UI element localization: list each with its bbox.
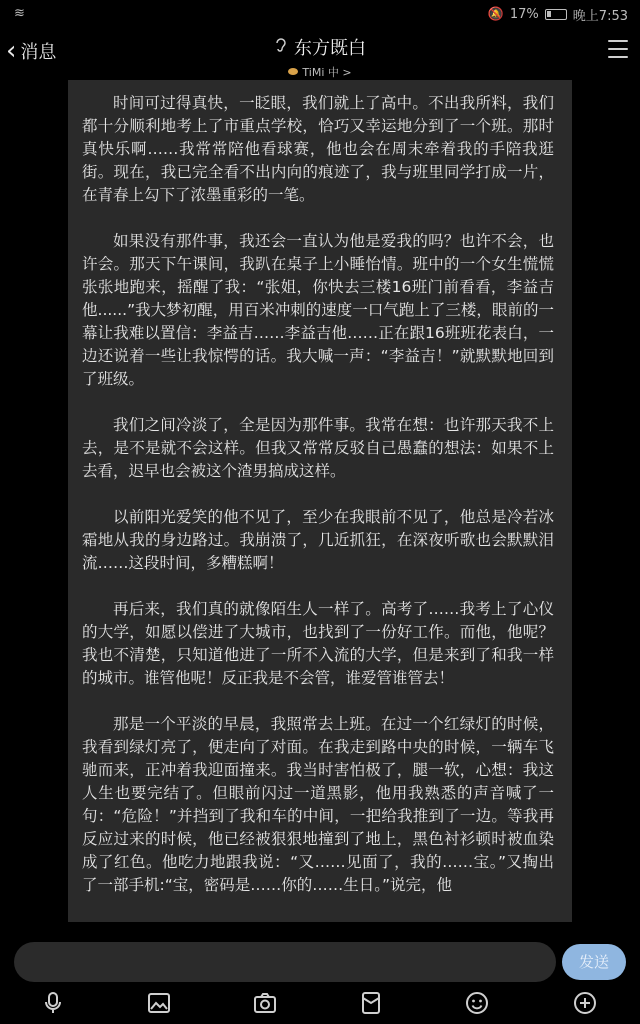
status-right <box>488 5 628 24</box>
emoji-icon[interactable] <box>464 990 494 1020</box>
chat-title-text: 东方既白 <box>294 38 366 59</box>
camera-icon[interactable] <box>252 990 282 1020</box>
battery-percent: 17% <box>509 7 539 22</box>
paragraph: 如果没有那件事，我还会一直认为他是爱我的吗？也许不会，也许会。那天下午课间，我趴在桌子上小睡怡情。班中的一个女生慌慌张张地跑来，摇醒了我：“张姐，你快去三楼16班门前看看，李益吉他......”我大梦初醒，用百米冲刺的速度一口气跑上了三楼，眼前的一幕让我难以置信：李益吉……李益吉他……正在跟16班班花表白，一边还说着一些让我惊愕的话。我大喊一声：“李益吉！”就默默地回到了班级。 <box>82 232 554 388</box>
message-text-bubble[interactable] <box>68 80 572 922</box>
clock: 晚上7:53 <box>572 9 628 24</box>
send-button[interactable]: 发送 <box>562 944 626 980</box>
mute-icon: 🔕 <box>487 7 504 22</box>
game-status-icon <box>288 68 298 75</box>
paragraph: 我们之间冷淡了，全是因为那件事。我常在想：也许那天我不上去，是不是就不会这样。但我又常常反驳自己愚蠢的想法：如果不上去看，迟早也会被这个渣男搞成这样。 <box>82 416 554 480</box>
status-bar <box>0 0 640 28</box>
chat-title <box>274 34 366 60</box>
back-label: 消息 <box>20 42 57 63</box>
wifi-icon: ≋ <box>14 6 25 21</box>
menu-icon[interactable] <box>608 40 628 58</box>
battery-icon <box>545 9 567 20</box>
microphone-icon[interactable] <box>40 990 70 1020</box>
red-packet-icon[interactable] <box>358 990 388 1020</box>
chat-subtitle-text: TiMi 中 > <box>302 65 352 79</box>
chat-subtitle[interactable] <box>288 64 351 80</box>
composer <box>0 940 640 984</box>
ear-icon <box>274 37 288 57</box>
paragraph: 以前阳光爱笑的他不见了，至少在我眼前不见了，他总是冷若冰霜地从我的身边路过。我崩溃了，几近抓狂，在深夜听歌也会默默泪流……这段时间，多糟糕啊！ <box>82 508 554 572</box>
image-icon[interactable] <box>146 990 176 1020</box>
paragraph: 再后来，我们真的就像陌生人一样了。高考了……我考上了心仪的大学，如愿以偿进了大城市，也找到了一份好工作。而他，他呢？我也不清楚，只知道他进了一所不入流的大学，但是来到了和我一样的城市。谁管他呢！反正我是不会管，谁爱管谁管去！ <box>82 600 554 687</box>
title-area[interactable] <box>0 34 640 80</box>
paragraph: 那是一个平淡的早晨，我照常去上班。在过一个红绿灯的时候，我看到绿灯亮了，便走向了对面。在我走到路中央的时候，一辆车飞驰而来，正冲着我迎面撞来。我当时害怕极了，腿一软，心想：我这人生也要完结了。但眼前闪过一道黑影，他用我熟悉的声音喊了一句：“危险！”并挡到了我和车的中间，一把给我推到了一边。等我再反应过来的时候，他已经被狠狠地撞到了地上，黑色衬衫顿时被血染成了红色。他吃力地跟我说：“又……见面了，我的……宝。”又掏出了一部手机:“宝，密码是……你的……生日。”说完，他 <box>82 715 554 894</box>
message-input[interactable] <box>14 942 556 982</box>
input-toolbar <box>0 986 640 1024</box>
paragraph: 时间可过得真快，一眨眼，我们就上了高中。不出我所料，我们都十分顺利地考上了市重点学校，恰巧又幸运地分到了一个班。那时真快乐啊……我常常陪他看球赛，他也会在周末牵着我的手陪我逛街。现在，我已完全看不出内向的痕迹了，我与班里同学打成一片，在青春上勾下了浓墨重彩的一笔。 <box>82 94 554 204</box>
chat-header <box>0 28 640 78</box>
plus-icon[interactable] <box>572 990 602 1020</box>
chevron-left-icon: ‹ <box>6 36 17 66</box>
